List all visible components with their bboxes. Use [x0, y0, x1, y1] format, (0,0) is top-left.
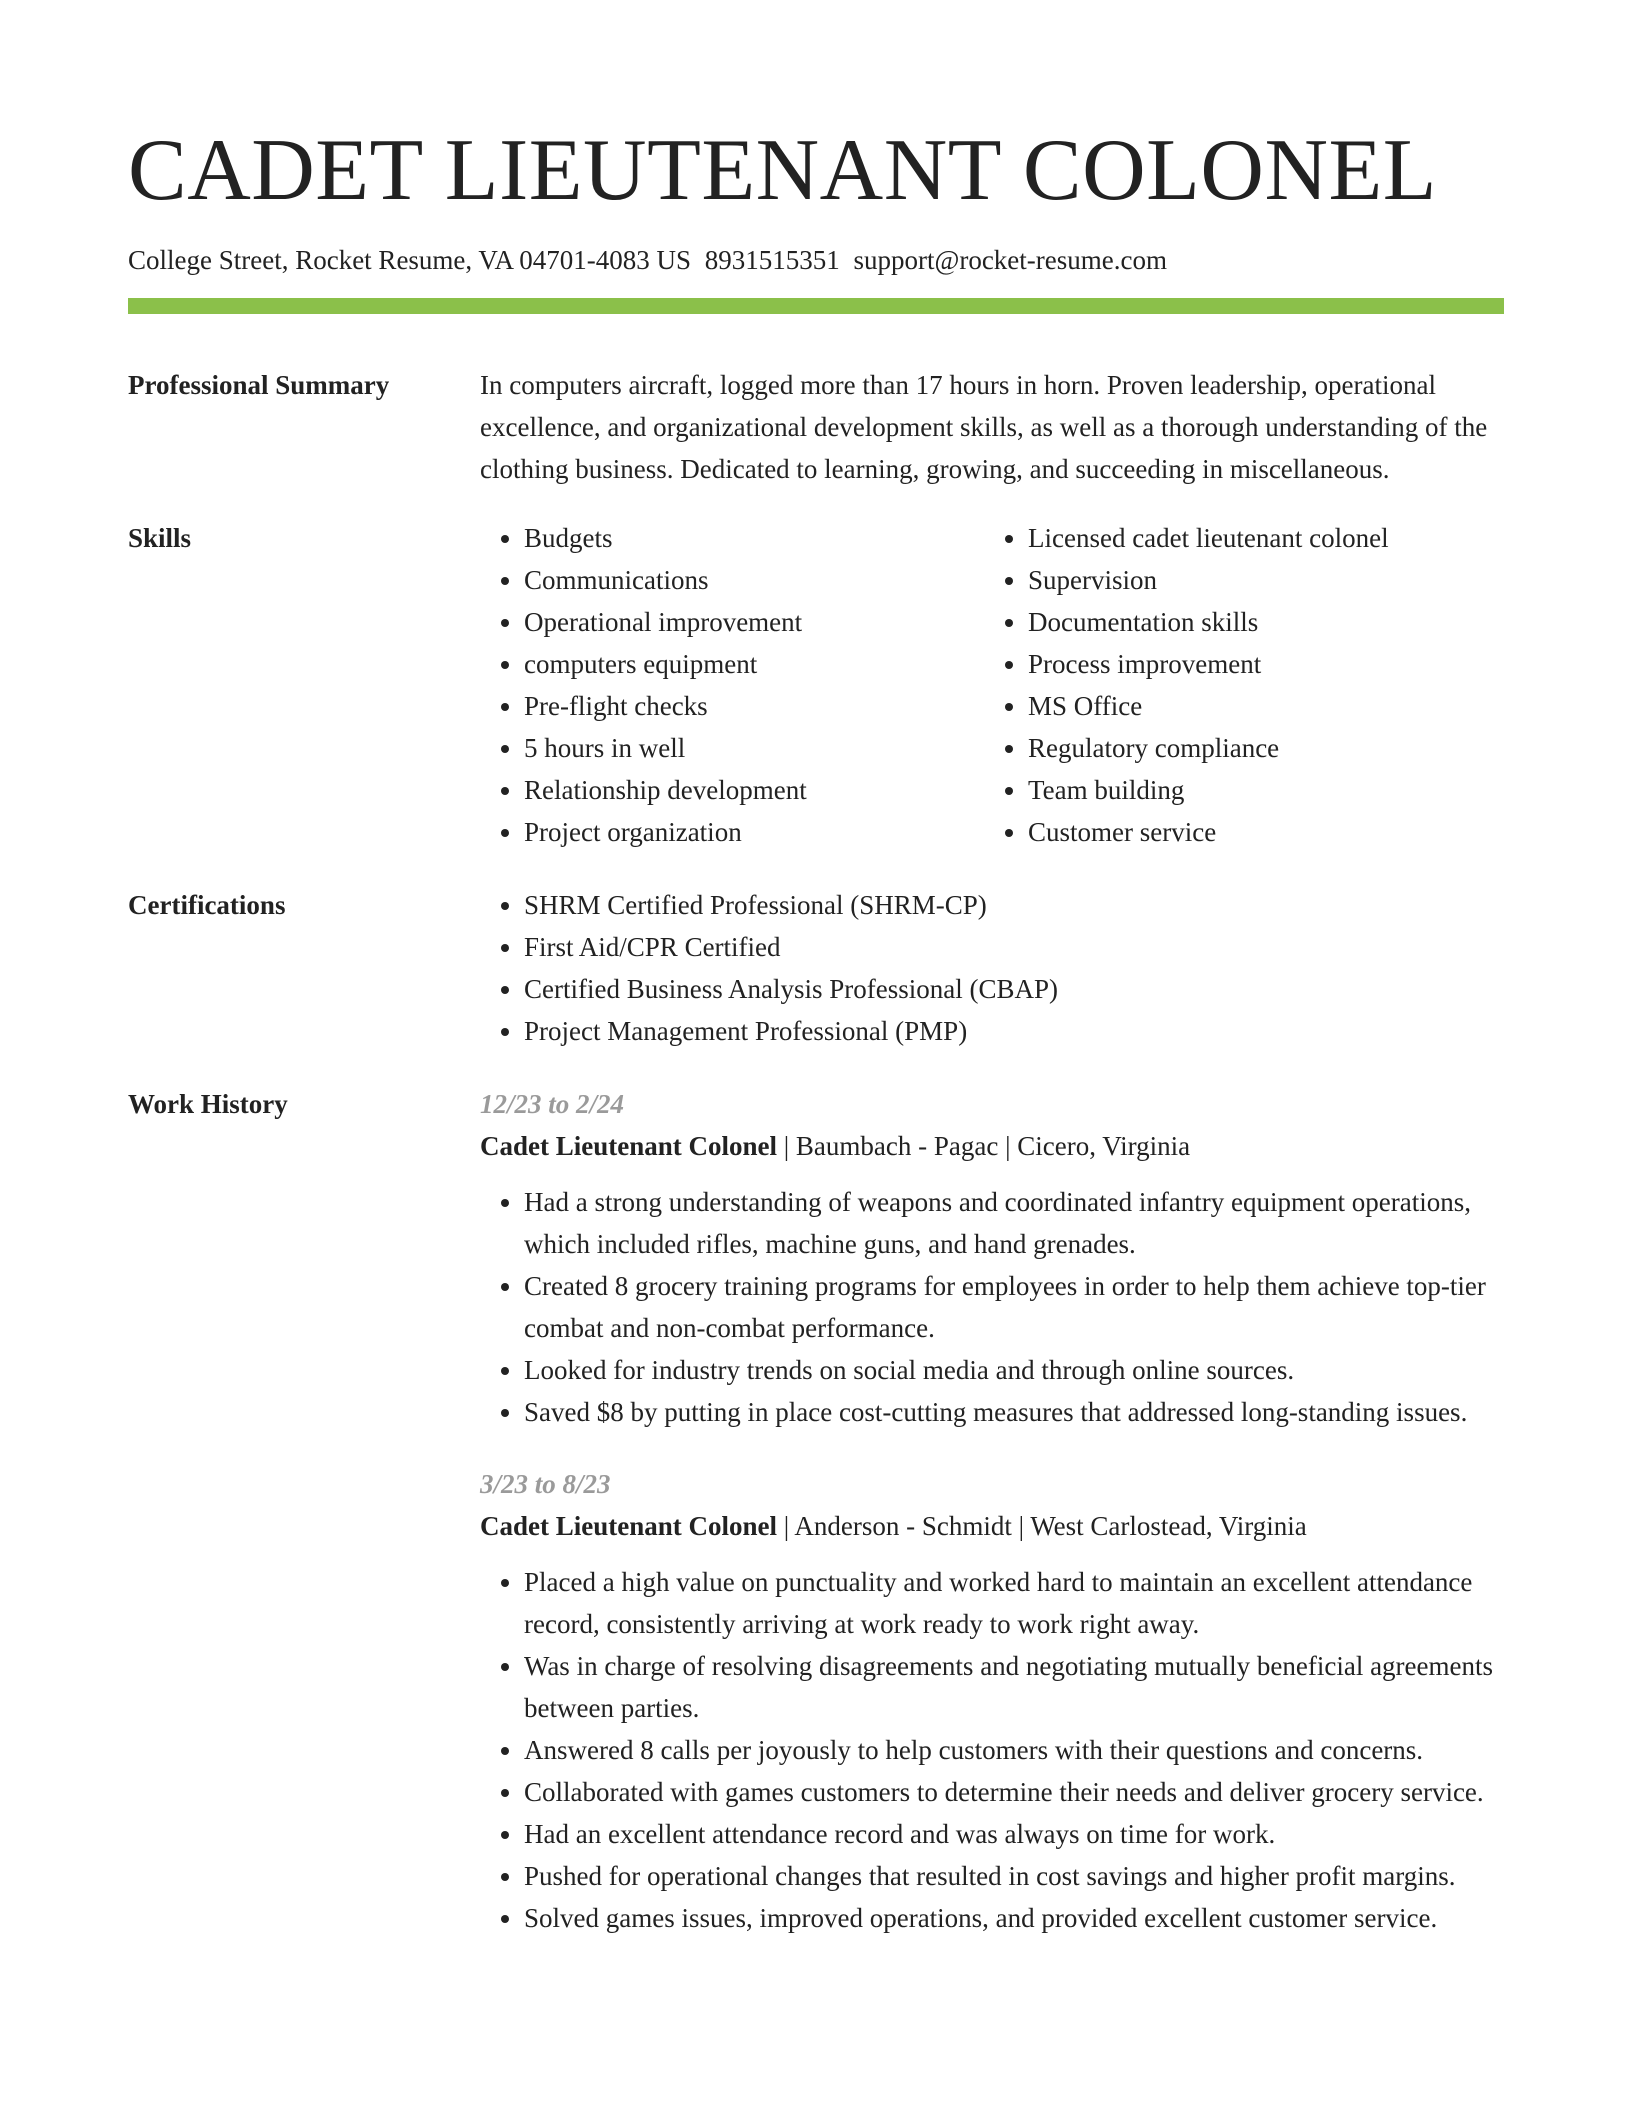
skill-item: • Licensed cadet lieutenant colonel: [1028, 517, 1488, 559]
job-bullet: • Was in charge of resolving disagreements and negotiating mutually beneficial agreements between parties.: [524, 1645, 1504, 1729]
job-bullet: • Answered 8 calls per joyously to help customers with their questions and concerns.: [524, 1729, 1504, 1771]
skill-item: • computers equipment: [524, 643, 984, 685]
section-title-summary: Professional Summary: [128, 370, 390, 400]
skill-item: • Project organization: [524, 811, 984, 853]
summary-section: [128, 364, 1504, 490]
skill-item: • 5 hours in well: [524, 727, 984, 769]
certifications-section: [128, 884, 1504, 1052]
skills-list-left: [480, 517, 984, 853]
work-history-body: [480, 1083, 1504, 1939]
contact-email: support@rocket-resume.com: [853, 245, 1167, 275]
skill-item: • Communications: [524, 559, 984, 601]
job-bullet: • Pushed for operational changes that resulted in cost savings and higher profit margins.: [524, 1855, 1504, 1897]
job-location: West Carlostead, Virginia: [1030, 1511, 1307, 1541]
summary-body: [480, 364, 1504, 490]
skill-item: • Supervision: [1028, 559, 1488, 601]
job-bullet: • Had an excellent attendance record and was always on time for work.: [524, 1813, 1504, 1855]
certification-item: • Project Management Professional (PMP): [524, 1010, 1504, 1052]
contact-phone: 8931515351: [704, 245, 840, 275]
certifications-body: [480, 884, 1504, 1052]
candidate-name: CADET LIEUTENANT COLONEL: [128, 122, 1438, 219]
certification-item: • Certified Business Analysis Professional (CBAP): [524, 968, 1504, 1010]
skill-item: • Team building: [1028, 769, 1488, 811]
contact-address: College Street, Rocket Resume, VA 04701-4083 US: [128, 245, 691, 275]
skill-item: • MS Office: [1028, 685, 1488, 727]
work-history-section: [128, 1083, 1504, 1939]
job-bullet: • Collaborated with games customers to determine their needs and deliver grocery service.: [524, 1771, 1504, 1813]
skills-columns: [480, 517, 1504, 853]
skills-list-right: [984, 517, 1488, 853]
job-bullets: [480, 1181, 1504, 1433]
header-divider: [128, 298, 1504, 314]
summary-text: In computers aircraft, logged more than 17 hours in horn. Proven leadership, operational excellence, and organizational development skills, as well as a thorough understanding of the clothing business. Dedicated to learning, growing, and succeeding in miscellaneous.: [480, 370, 1488, 484]
contact-line: [128, 242, 1504, 278]
job-heading: Cadet Lieutenant Colonel | Baumbach - Pagac | Cicero, Virginia: [480, 1131, 1191, 1161]
job-company: Baumbach - Pagac: [795, 1131, 999, 1161]
skill-item: • Process improvement: [1028, 643, 1488, 685]
job-bullet: • Saved $8 by putting in place cost-cutting measures that addressed long-standing issues.: [524, 1391, 1504, 1433]
job-entry: [480, 1083, 1504, 1433]
section-title-certifications: Certifications: [128, 890, 286, 920]
skill-item: • Budgets: [524, 517, 984, 559]
job-bullet: • Solved games issues, improved operations, and provided excellent customer service.: [524, 1897, 1504, 1939]
certification-item: • First Aid/CPR Certified: [524, 926, 1504, 968]
job-location: Cicero, Virginia: [1017, 1131, 1191, 1161]
section-title-work-history: Work History: [128, 1089, 288, 1119]
skill-item: • Pre-flight checks: [524, 685, 984, 727]
skills-column-left: [480, 517, 984, 853]
job-bullet: • Created 8 grocery training programs for employees in order to help them achieve top-tier combat and non-combat performance.: [524, 1265, 1504, 1349]
section-title-skills: Skills: [128, 523, 192, 553]
certification-item: • SHRM Certified Professional (SHRM-CP): [524, 884, 1504, 926]
job-dates: 12/23 to 2/24: [480, 1089, 625, 1119]
certifications-list: [480, 884, 1504, 1052]
job-entry: [480, 1463, 1504, 1939]
job-bullet: • Had a strong understanding of weapons and coordinated infantry equipment operations, which included rifles, machine guns, and hand grenades.: [524, 1181, 1504, 1265]
skills-section: [128, 517, 1504, 853]
skill-item: • Customer service: [1028, 811, 1488, 853]
job-dates: 3/23 to 8/23: [480, 1469, 611, 1499]
job-bullet: • Placed a high value on punctuality and worked hard to maintain an excellent attendance record, consistently arriving at work ready to work right away.: [524, 1561, 1504, 1645]
skills-column-right: [984, 517, 1488, 853]
skill-item: • Regulatory compliance: [1028, 727, 1488, 769]
job-title: Cadet Lieutenant Colonel: [480, 1511, 777, 1541]
job-heading: Cadet Lieutenant Colonel | Anderson - Schmidt | West Carlostead, Virginia: [480, 1511, 1307, 1541]
job-title: Cadet Lieutenant Colonel: [480, 1131, 777, 1161]
skill-item: • Operational improvement: [524, 601, 984, 643]
skill-item: • Documentation skills: [1028, 601, 1488, 643]
resume-page: [128, 0, 1504, 1939]
job-bullets: [480, 1561, 1504, 1939]
job-company: Anderson - Schmidt: [794, 1511, 1012, 1541]
skill-item: • Relationship development: [524, 769, 984, 811]
job-bullet: • Looked for industry trends on social media and through online sources.: [524, 1349, 1504, 1391]
